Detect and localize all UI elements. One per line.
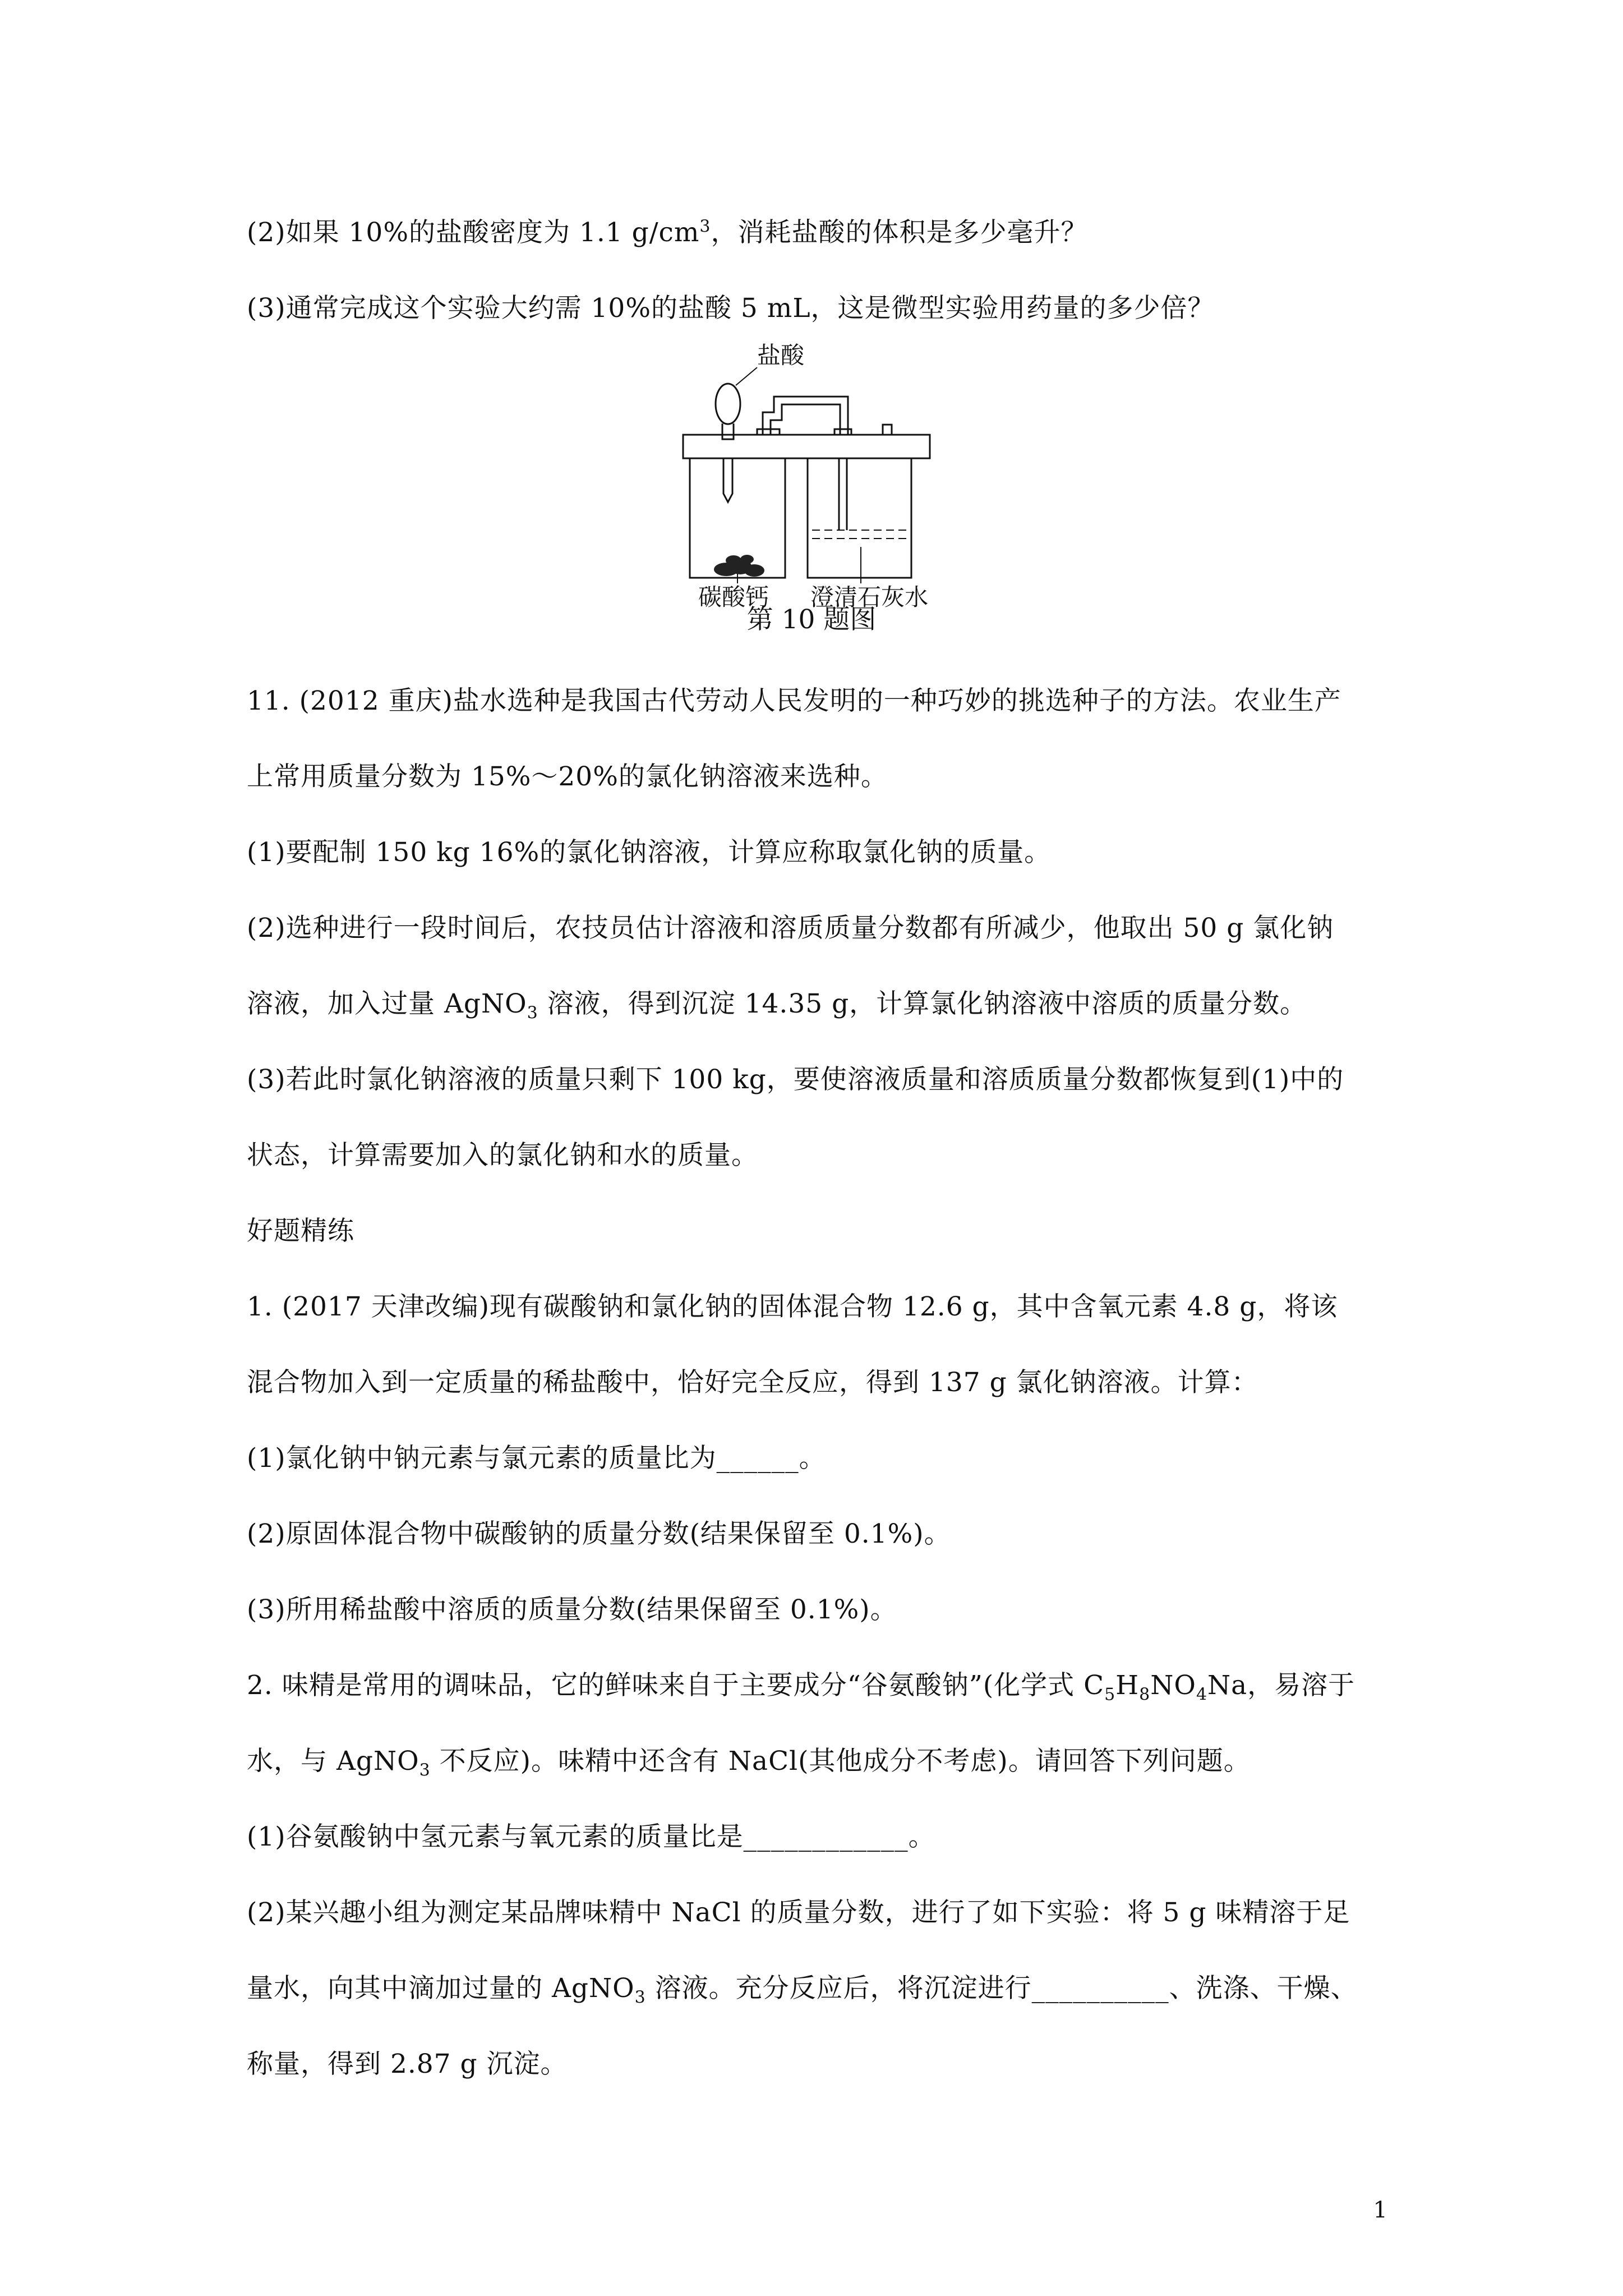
figure-caption: 第 10 题图 (746, 604, 877, 635)
text-segment: 量水，向其中滴加过量的 AgNO (247, 1973, 635, 2004)
question-11-part-3-line-2: 状态，计算需要加入的氯化钠和水的质量。 (247, 1140, 758, 1171)
text-segment: NO (1150, 1670, 1196, 1701)
apparatus-diagram (673, 345, 965, 609)
subscript: 3 (634, 1987, 646, 2008)
text-segment: 2. 味精是常用的调味品，它的鲜味来自于主要成分“谷氨酸钠”(化学式 C (247, 1670, 1105, 1701)
practice-1-line-2: 混合物加入到一定质量的稀盐酸中，恰好完全反应，得到 137 g 氯化钠溶液。计算： (247, 1367, 1258, 1398)
text-segment: H (1115, 1670, 1140, 1701)
practice-1-part-1: (1)氯化钠中钠元素与氯元素的质量比为______。 (247, 1443, 826, 1474)
text-segment: (2)如果 10%的盐酸密度为 1.1 g/cm (247, 217, 700, 248)
subscript: 5 (1104, 1685, 1116, 1705)
practice-2-part-2-line-2 (247, 1972, 1358, 2008)
calcium-carbonate-lumps (714, 555, 764, 577)
page-number: 1 (1373, 2197, 1387, 2223)
section-heading: 好题精练 (247, 1216, 354, 1246)
practice-2-part-1: (1)谷氨酸钠中氢元素与氧元素的质量比是____________。 (247, 1821, 935, 1852)
text-segment: Na，易溶于 (1207, 1670, 1355, 1701)
question-11-part-3-line-1: (3)若此时氯化钠溶液的质量只剩下 100 kg，要使溶液质量和溶质质量分数都恢复到(1)中的 (247, 1064, 1344, 1095)
subscript: 3 (419, 1760, 431, 1780)
practice-2-part-2-line-1: (2)某兴趣小组为测定某品牌味精中 NaCl 的质量分数，进行了如下实验：将 5 g 味精溶于足 (247, 1897, 1350, 1928)
label-lime-water: 澄清石灰水 (810, 583, 929, 611)
text-segment: 溶液。充分反应后，将沉淀进行__________、洗涤、干燥、 (645, 1973, 1358, 2004)
dropper-tube (723, 458, 732, 502)
subscript: 3 (527, 1003, 538, 1023)
lid-board (683, 435, 930, 458)
question-11-line-1: 11. (2012 重庆)盐水选种是我国古代劳动人民发明的一种巧妙的挑选种子的方法。农业生产 (247, 685, 1341, 716)
practice-1-part-3: (3)所用稀盐酸中溶质的质量分数(结果保留至 0.1%)。 (247, 1594, 897, 1625)
practice-2-part-2-line-3: 称量，得到 2.87 g 沉淀。 (247, 2049, 568, 2079)
connector-left (757, 429, 780, 435)
subscript: 4 (1196, 1685, 1208, 1705)
text-segment: 不反应)。味精中还含有 NaCl(其他成分不考虑)。请回答下列问题。 (430, 1746, 1251, 1777)
question-11-line-2: 上常用质量分数为 15%～20%的氯化钠溶液来选种。 (247, 761, 888, 792)
practice-2-line-2 (247, 1745, 1251, 1778)
subscript: 8 (1139, 1685, 1151, 1705)
connecting-tube-inner (771, 404, 840, 435)
label-hydrochloric-acid: 盐酸 (757, 342, 805, 369)
practice-1-line-1: 1. (2017 天津改编)现有碳酸钠和氯化钠的固体混合物 12.6 g，其中含氧元素 4.8 g，将该 (247, 1291, 1338, 1322)
text-segment: ，消耗盐酸的体积是多少毫升？ (711, 217, 1088, 248)
text-segment: 溶液，加入过量 AgNO (247, 988, 527, 1019)
acid-leader-line (736, 367, 757, 385)
vent-stub (883, 425, 892, 435)
question-11-part-2-line-2 (247, 987, 1307, 1021)
practice-1-part-2: (2)原固体混合物中碳酸钠的质量分数(结果保留至 0.1%)。 (247, 1519, 951, 1549)
question-10-part-3: (3)通常完成这个实验大约需 10%的盐酸 5 mL，这是微型实验用药量的多少倍？ (247, 293, 1215, 324)
dropper-bulb (716, 384, 740, 424)
text-segment: 溶液，得到沉淀 14.35 g，计算氯化钠溶液中溶质的质量分数。 (538, 988, 1307, 1019)
question-11-part-2-line-1: (2)选种进行一段时间后，农技员估计溶液和溶质质量分数都有所减少，他取出 50 g 氯化钠 (247, 913, 1334, 944)
superscript: 3 (699, 217, 711, 237)
practice-2-line-1 (247, 1669, 1355, 1703)
question-11-part-1: (1)要配制 150 kg 16%的氯化钠溶液，计算应称取氯化钠的质量。 (247, 837, 1052, 868)
text-segment: 水，与 AgNO (247, 1746, 419, 1777)
label-calcium-carbonate: 碳酸钙 (698, 583, 769, 611)
question-10-part-2 (247, 216, 1088, 250)
apparatus-figure (673, 342, 965, 611)
right-container (808, 458, 911, 578)
dropper-neck (722, 424, 734, 439)
